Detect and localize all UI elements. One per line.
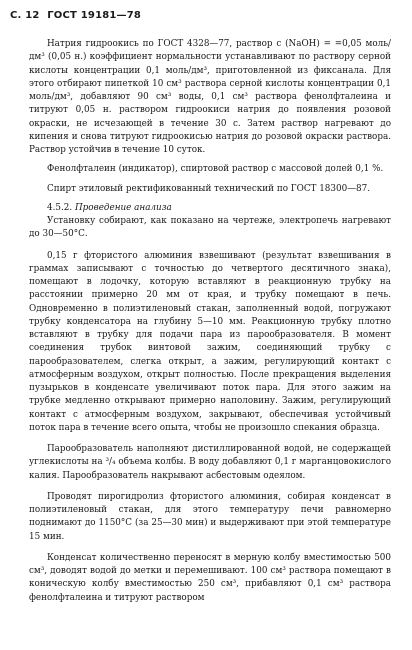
paragraph-weighing: 0,15 г фтористого алюминия взвешивают (результат взвешивания в граммах записывают с точностью до четвертого десятичного знака), помещают в лодочку, которую вставляют в реакционную трубку на расстоянии примерно 20 мм от края, и трубку помещают в печь. Одновременно в полиэтиленовый стакан, заполненный водой, погружают трубку конденсатора на глубину 5—10 мм. Реакционную трубку плотно вставляют в трубку для подачи пара из парообразователя. В момент соединения трубок винтовой зажим, соединяющий трубку с парообразователем, слегка открыт, а зажим, регулирующий контакт с атмосферным воздухом, открыт полностью. После прекращения выделения пузырьков в конденсате увеличивают поток пара. Для этого зажим на трубке медленно открывают примерно наполовину. Зажим, регулирующий контакт с атмосферным воздухом, закрывают, обеспечивая устойчивый поток пара в течение всего опыта, чтобы не произошло спекания образца. <box>29 250 391 433</box>
page-number: С. 12 <box>10 10 40 21</box>
paragraph-phenolphthalein: Фенолфталеин (индикатор), спиртовой раствор с массовой долей 0,1 %. <box>47 164 384 175</box>
paragraph-steam-generator: Парообразователь наполняют дистиллированной водой, не содержащей углекислоты на ³/₄ объема колбы. В воду добавляют 0,1 г марганцовокислого калия. Парообразователь накрывают асбестовым одеялом. <box>29 444 391 481</box>
paragraph-pyrohydrolysis: Проводят пирогидролиз фтористого алюминия, собирая конденсат в полиэтиленовый стакан, для этого температуру печи равномерно поднимают до 1150°С (за 25—30 мин) и выдерживают при этой температуре 15 мин. <box>29 491 391 542</box>
paragraph-naoh-reagent: Натрия гидроокись по ГОСТ 4328—77, раствор c (NaOH) = =0,05 моль/дм³ (0,05 н.) коэффициент нормальности устанавливают по раствору серной кислоты концентрации 0,1 моль/дм³, приготовленной из фиксанала. Для этого отбирают пипеткой 10 см³ раствора серной кислоты концентрации 0,1 моль/дм³, добавляют 90 см³ воды, 0,1 см³ раствора фенолфталеина и титруют 0,05 н. раствором гидроокиси натрия до появления розовой окраски, не исчезающей в течение 30 с. Затем раствор нагревают до кипения и снова титруют гидроокисью натрия до розовой окраски раствора. Раствор устойчив в течение 10 суток. <box>29 39 391 155</box>
paragraph-condensate: Конденсат количественно переносят в мерную колбу вместимостью 500 см³, доводят водой до метки и перемешивают. 100 см³ раствора помещают в коническую колбу вместимостью 250 см³, прибавляют 0,1 см³ раствора фенолфталеина и титруют раствором <box>29 552 391 603</box>
section-number: 4.5.2. <box>47 202 73 213</box>
standard-code: ГОСТ 19181—78 <box>47 10 142 21</box>
section-heading <box>29 202 391 215</box>
page-header <box>10 10 141 21</box>
paragraph-setup: Установку собирают, как показано на чертеже, электропечь нагревают до 30—50°С. <box>29 216 391 240</box>
paragraph-ethanol: Спирт этиловый ректификованный технический по ГОСТ 18300—87. <box>47 183 370 194</box>
section-title: Проведение анализа <box>74 202 172 213</box>
document-body <box>29 38 391 605</box>
